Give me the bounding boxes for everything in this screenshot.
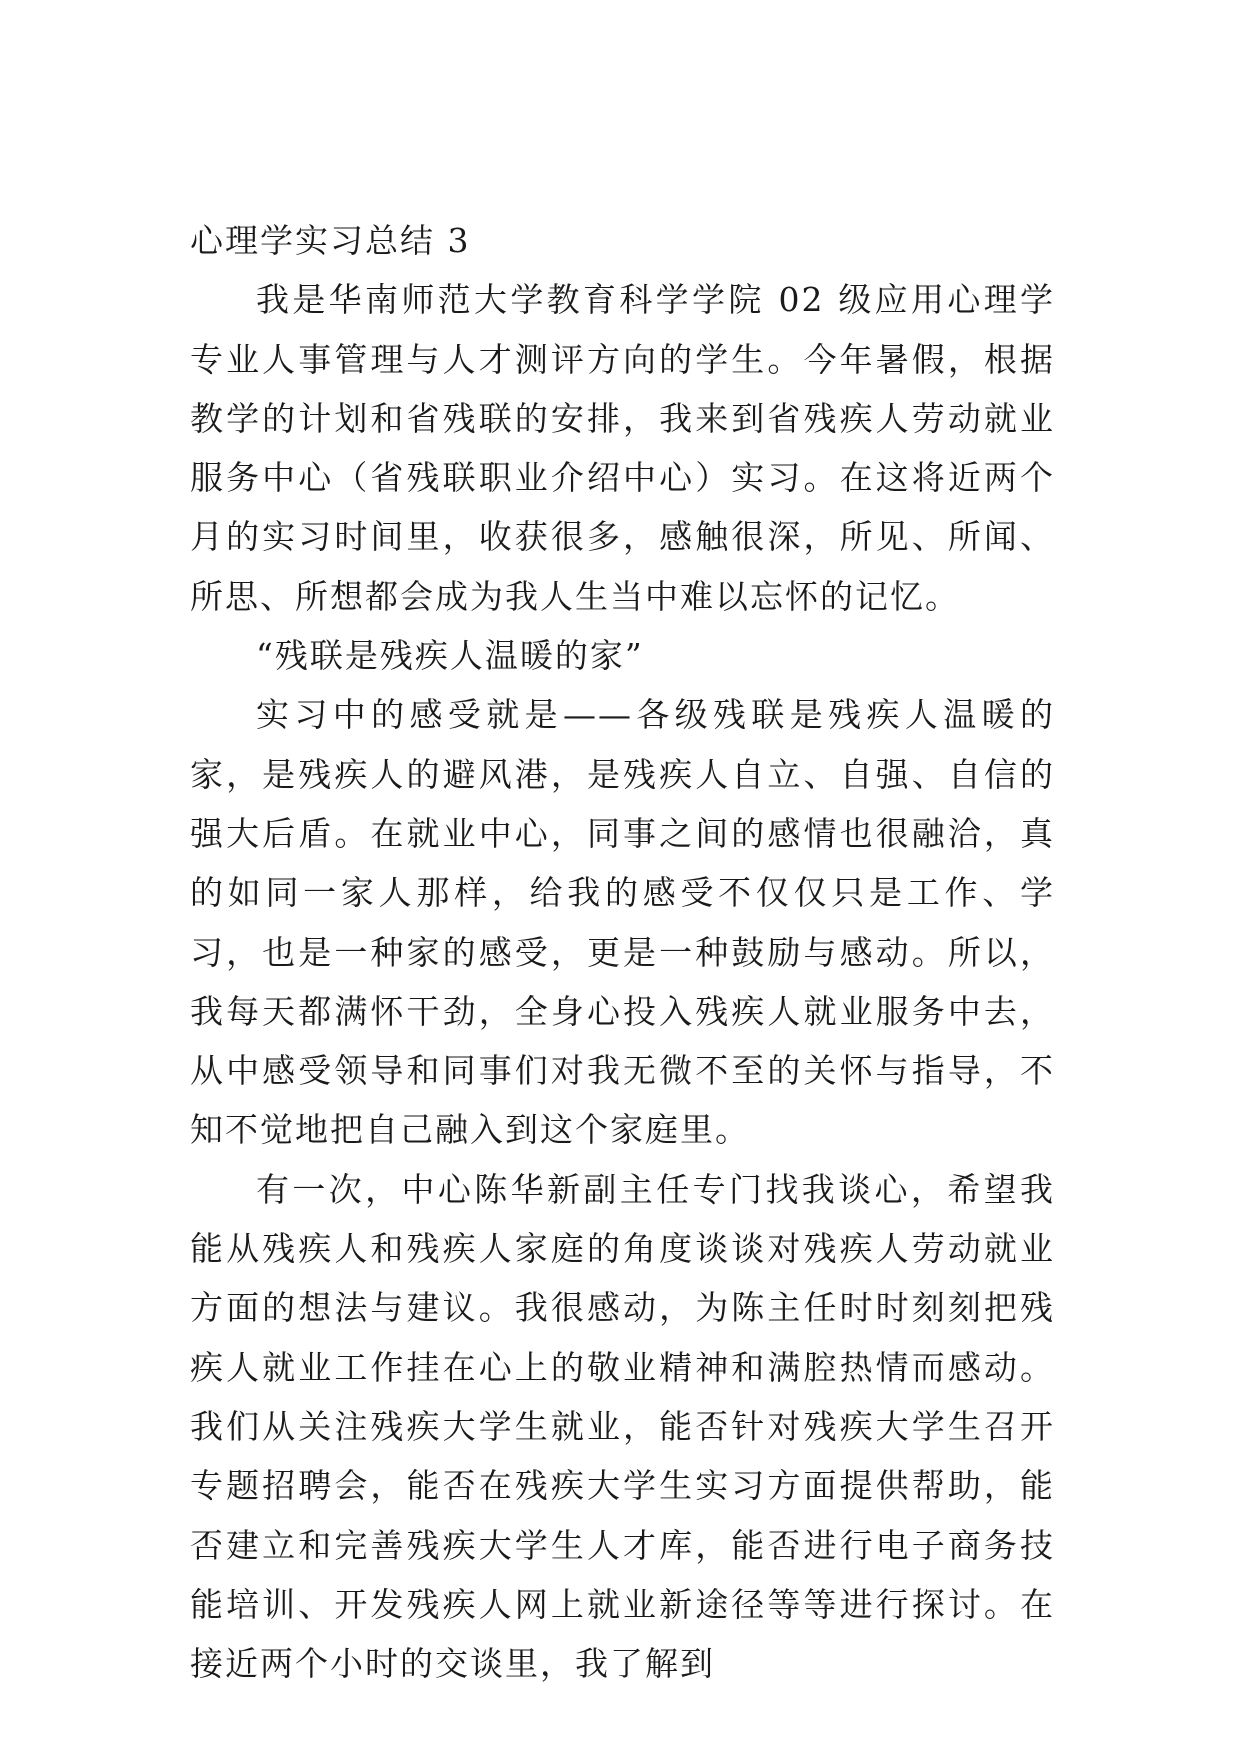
section-subheading: “残联是残疾人温暖的家” [256,636,644,676]
document-title: 心理学实习总结 3 [190,221,471,260]
paragraph-feelings: 实习中的感受就是——各级残联是残疾人温暖的家，是残疾人的避风港，是残疾人自立、自强、自信的强大后盾。在就业中心，同事之间的感情也很融洽，真的如同一家人那样，给我的感受不仅仅只是工作、学习，也是一种家的感受，更是一种鼓励与感动。所以，我每天都满怀干劲，全身心投入残疾人就业服务中去，从中感受领导和同事们对我无微不至的关怀与指导，不知不觉地把自己融入到这个家庭里。 [190,695,1055,1150]
paragraph-intro: 我是华南师范大学教育科学学院 02 级应用心理学专业人事管理与人才测评方向的学生。今年暑假，根据教学的计划和省残联的安排，我来到省残疾人劳动就业服务中心（省残联职业介绍中心）实习。在这将近两个月的实习时间里，收获很多，感触很深，所见、所闻、所思、所想都会成为我人生当中难以忘怀的记忆。 [190,280,1055,616]
paragraph-conversation: 有一次，中心陈华新副主任专门找我谈心，希望我能从残疾人和残疾人家庭的角度谈谈对残疾人劳动就业方面的想法与建议。我很感动，为陈主任时时刻刻把残疾人就业工作挂在心上的敬业精神和满腔热情而感动。我们从关注残疾大学生就业，能否针对残疾大学生召开专题招聘会，能否在残疾大学生实习方面提供帮助，能否建立和完善残疾大学生人才库，能否进行电子商务技能培训、开发残疾人网上就业新途径等等进行探讨。在接近两个小时的交谈里，我了解到 [190,1169,1055,1684]
document-body [190,211,1055,1693]
